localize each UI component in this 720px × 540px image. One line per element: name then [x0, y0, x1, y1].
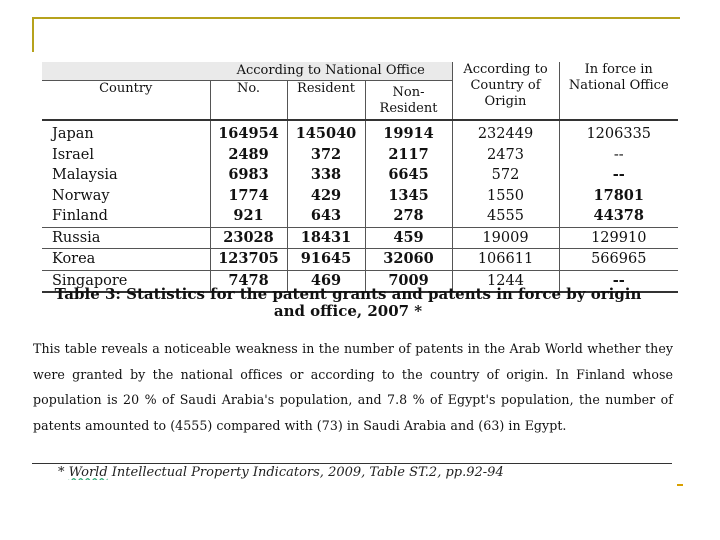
no-cell: 2489	[210, 145, 287, 166]
footnote-divider	[32, 463, 672, 464]
footnote-source: Intellectual Property Indicators, 2009, Table ST.2, pp.92-94	[107, 466, 504, 480]
non-resident-cell: 7009	[365, 270, 452, 292]
resident-cell: 372	[287, 145, 365, 166]
country-cell: Malaysia	[52, 167, 118, 183]
non-resident-cell: 6645	[365, 165, 452, 186]
origin-cell: 232449	[452, 120, 559, 145]
in-force-cell: 1206335	[559, 120, 678, 145]
table-row-japan	[42, 120, 678, 145]
header-resident: Resident	[287, 81, 365, 121]
country-cell: Israel	[52, 146, 94, 163]
origin-cell: 1244	[452, 270, 559, 292]
country-cell: Singapore	[42, 270, 210, 292]
in-force-cell: 566965	[559, 249, 678, 271]
table-row-korea	[42, 249, 678, 271]
no-cell: 164954	[210, 120, 287, 145]
country-cell: Japan	[52, 126, 94, 142]
footnote-word-world: World	[68, 466, 108, 480]
in-force-cell: --	[559, 165, 678, 186]
no-cell: 921	[210, 206, 287, 227]
country-cell: Norway	[52, 187, 110, 204]
no-cell: 7478	[210, 270, 287, 292]
patent-statistics-table-container	[42, 62, 678, 293]
header-country: Country	[42, 81, 210, 121]
table-row-norway	[42, 186, 678, 207]
resident-cell: 338	[287, 165, 365, 186]
slide-left-border	[32, 17, 34, 52]
header-in-force: In force in National Office	[559, 62, 678, 120]
resident-cell: 18431	[287, 227, 365, 249]
country-cell: Korea	[42, 249, 210, 271]
resident-cell: 643	[287, 206, 365, 227]
header-no: No.	[210, 81, 287, 121]
table-row-russia	[42, 227, 678, 249]
table-row-malaysia	[42, 165, 678, 186]
origin-cell: 4555	[452, 206, 559, 227]
header-according-to-origin: According to Country of Origin	[452, 62, 559, 120]
non-resident-cell: 459	[365, 227, 452, 249]
non-resident-cell: 1345	[365, 186, 452, 207]
country-cell: Russia	[42, 227, 210, 249]
in-force-cell: --	[559, 270, 678, 292]
non-resident-cell: 278	[365, 206, 452, 227]
footnote	[58, 466, 658, 480]
non-resident-cell: 2117	[365, 145, 452, 166]
origin-cell: 19009	[452, 227, 559, 249]
origin-cell: 106611	[452, 249, 559, 271]
no-cell: 123705	[210, 249, 287, 271]
origin-cell: 2473	[452, 145, 559, 166]
resident-cell: 469	[287, 270, 365, 292]
in-force-cell: 17801	[559, 186, 678, 207]
non-resident-cell: 32060	[365, 249, 452, 271]
resident-cell: 429	[287, 186, 365, 207]
footnote-star: *	[58, 466, 69, 480]
in-force-cell: 129910	[559, 227, 678, 249]
slide-corner-mark	[677, 484, 683, 486]
body-paragraph: This table reveals a noticeable weakness in the number of patents in the Arab World whether they were granted by the national offices or according to the country of origin. In Finland whose population is 20 % of Saudi Arabia's population, and 7.8 % of Egypt's population, the number of patents amounted to (4555) compared with (73) in Saudi Arabia and (63) in Egypt.	[33, 341, 673, 433]
header-country-blank	[42, 62, 210, 81]
non-resident-cell: 19914	[365, 120, 452, 145]
table-caption: Table 3: Statistics for the patent grants and patents in force by origin and office, 2007 *	[54, 285, 642, 320]
resident-cell: 91645	[287, 249, 365, 271]
no-cell: 23028	[210, 227, 287, 249]
header-national-office: According to National Office	[210, 62, 452, 81]
origin-cell: 1550	[452, 186, 559, 207]
in-force-cell: 44378	[559, 206, 678, 227]
table-row-finland	[42, 206, 678, 227]
in-force-cell: --	[559, 145, 678, 166]
country-cell: Finland	[52, 208, 108, 224]
slide-top-border	[32, 17, 680, 19]
no-cell: 6983	[210, 165, 287, 186]
origin-cell: 572	[452, 165, 559, 186]
no-cell: 1774	[210, 186, 287, 207]
resident-cell: 145040	[287, 120, 365, 145]
patent-statistics-table	[42, 62, 678, 293]
table-row-israel	[42, 145, 678, 166]
header-non-resident: Non-Resident	[365, 81, 452, 121]
